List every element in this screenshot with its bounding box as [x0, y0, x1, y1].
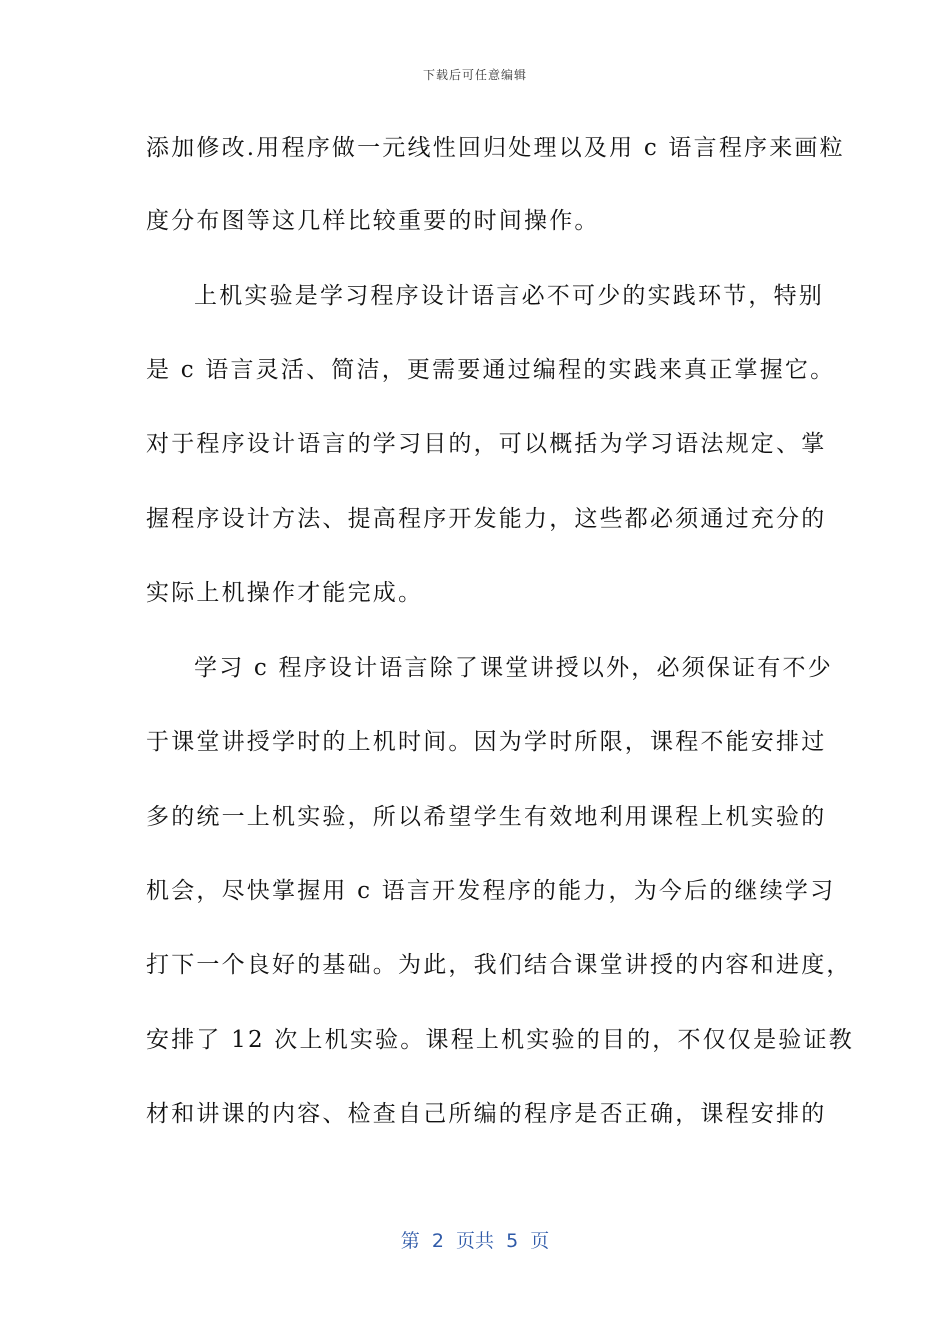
- body-line: 度分布图等这几样比较重要的时间操作。: [146, 208, 600, 234]
- body-line: 于课堂讲授学时的上机时间。因为学时所限，课程不能安排过: [146, 729, 827, 755]
- body-line: 是 c 语言灵活、简洁，更需要通过编程的实践来真正掌握它。: [146, 357, 836, 383]
- paragraph-first-line: 学习 c 程序设计语言除了课堂讲授以外，必须保证有不少: [194, 655, 833, 681]
- body-line: 握程序设计方法、提高程序开发能力，这些都必须通过充分的: [146, 506, 827, 532]
- paragraph-first-line: 上机实验是学习程序设计语言必不可少的实践环节，特别: [194, 283, 824, 309]
- body-line: 打下一个良好的基础。为此，我们结合课堂讲授的内容和进度，: [146, 952, 852, 978]
- body-line: 多的统一上机实验，所以希望学生有效地利用课程上机实验的: [146, 804, 827, 830]
- page-header: 下载后可任意编辑: [422, 68, 527, 82]
- body-line: 添加修改.用程序做一元线性回归处理以及用 c 语言程序来画粒: [146, 135, 845, 161]
- body-line: 安排了 12 次上机实验。课程上机实验的目的，不仅仅是验证教: [146, 1027, 854, 1053]
- body-line: 实际上机操作才能完成。: [146, 580, 424, 606]
- body-line: 机会，尽快掌握用 c 语言开发程序的能力，为今后的继续学习: [146, 878, 836, 904]
- body-line: 对于程序设计语言的学习目的，可以概括为学习语法规定、掌: [146, 431, 827, 457]
- body-line: 材和讲课的内容、检查自己所编的程序是否正确，课程安排的: [146, 1101, 827, 1127]
- page-number-footer: 第 2 页共 5 页: [400, 1230, 550, 1252]
